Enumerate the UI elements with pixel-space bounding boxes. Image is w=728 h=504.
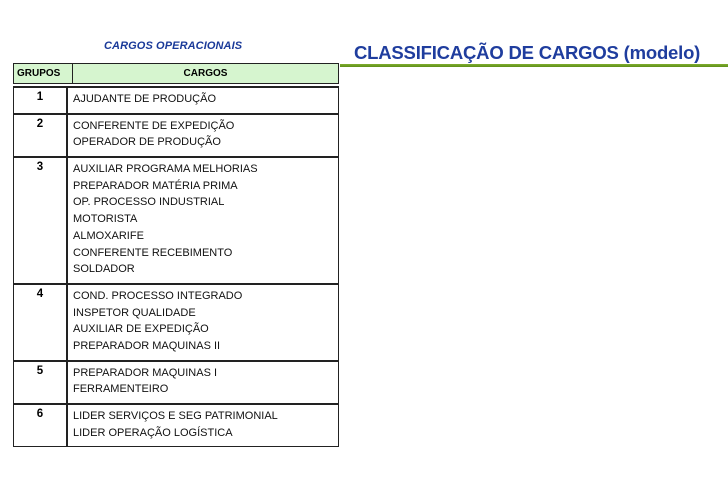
table-row [14, 403, 338, 446]
job-title: PREPARADOR MAQUINAS II [73, 339, 221, 352]
group-number: 3 [14, 158, 68, 283]
table-row [14, 156, 338, 283]
job-list [68, 115, 338, 156]
table-row [14, 88, 338, 113]
job-title: COND. PROCESSO INTEGRADO [73, 289, 243, 302]
job-title: MOTORISTA [73, 213, 138, 226]
title-underline [340, 64, 728, 67]
job-title: SOLDADOR [73, 263, 135, 276]
job-list [68, 158, 338, 283]
group-number: 5 [14, 362, 68, 403]
job-title: AUXILIAR PROGRAMA MELHORIAS [73, 163, 258, 176]
job-title: LIDER SERVIÇOS E SEG PATRIMONIAL [73, 410, 278, 422]
header-groups: GRUPOS [14, 64, 73, 83]
header-cargos: CARGOS [183, 68, 228, 79]
table-row [14, 283, 338, 360]
group-number: 1 [14, 88, 68, 113]
job-list [68, 362, 338, 403]
job-list [68, 405, 338, 446]
job-title: PREPARADOR MATÉRIA PRIMA [73, 179, 238, 192]
job-title: LIDER OPERAÇÃO LOGÍSTICA [73, 426, 233, 439]
table-header [13, 63, 339, 84]
job-list [68, 88, 338, 113]
page-title: CLASSIFICAÇÃO DE CARGOS (modelo) [354, 42, 701, 63]
group-number: 6 [14, 405, 68, 446]
job-title: OPERADOR DE PRODUÇÃO [73, 136, 221, 149]
table-row [14, 113, 338, 156]
job-title: FERRAMENTEIRO [73, 383, 169, 396]
section-title: CARGOS OPERACIONAIS [104, 40, 243, 52]
table-row [14, 360, 338, 403]
group-number: 2 [14, 115, 68, 156]
job-title: CONFERENTE DE EXPEDIÇÃO [73, 119, 235, 132]
job-title: INSPETOR QUALIDADE [73, 306, 196, 319]
job-title: AJUDANTE DE PRODUÇÃO [73, 93, 217, 105]
job-table [13, 86, 339, 447]
job-title: CONFERENTE RECEBIMENTO [73, 246, 233, 259]
job-title: OP. PROCESSO INDUSTRIAL [73, 196, 225, 209]
group-number: 4 [14, 285, 68, 360]
job-title: PREPARADOR MAQUINAS I [73, 366, 218, 379]
job-list [68, 285, 338, 360]
job-title: ALMOXARIFE [73, 229, 144, 242]
job-title: AUXILIAR DE EXPEDIÇÃO [73, 323, 209, 336]
